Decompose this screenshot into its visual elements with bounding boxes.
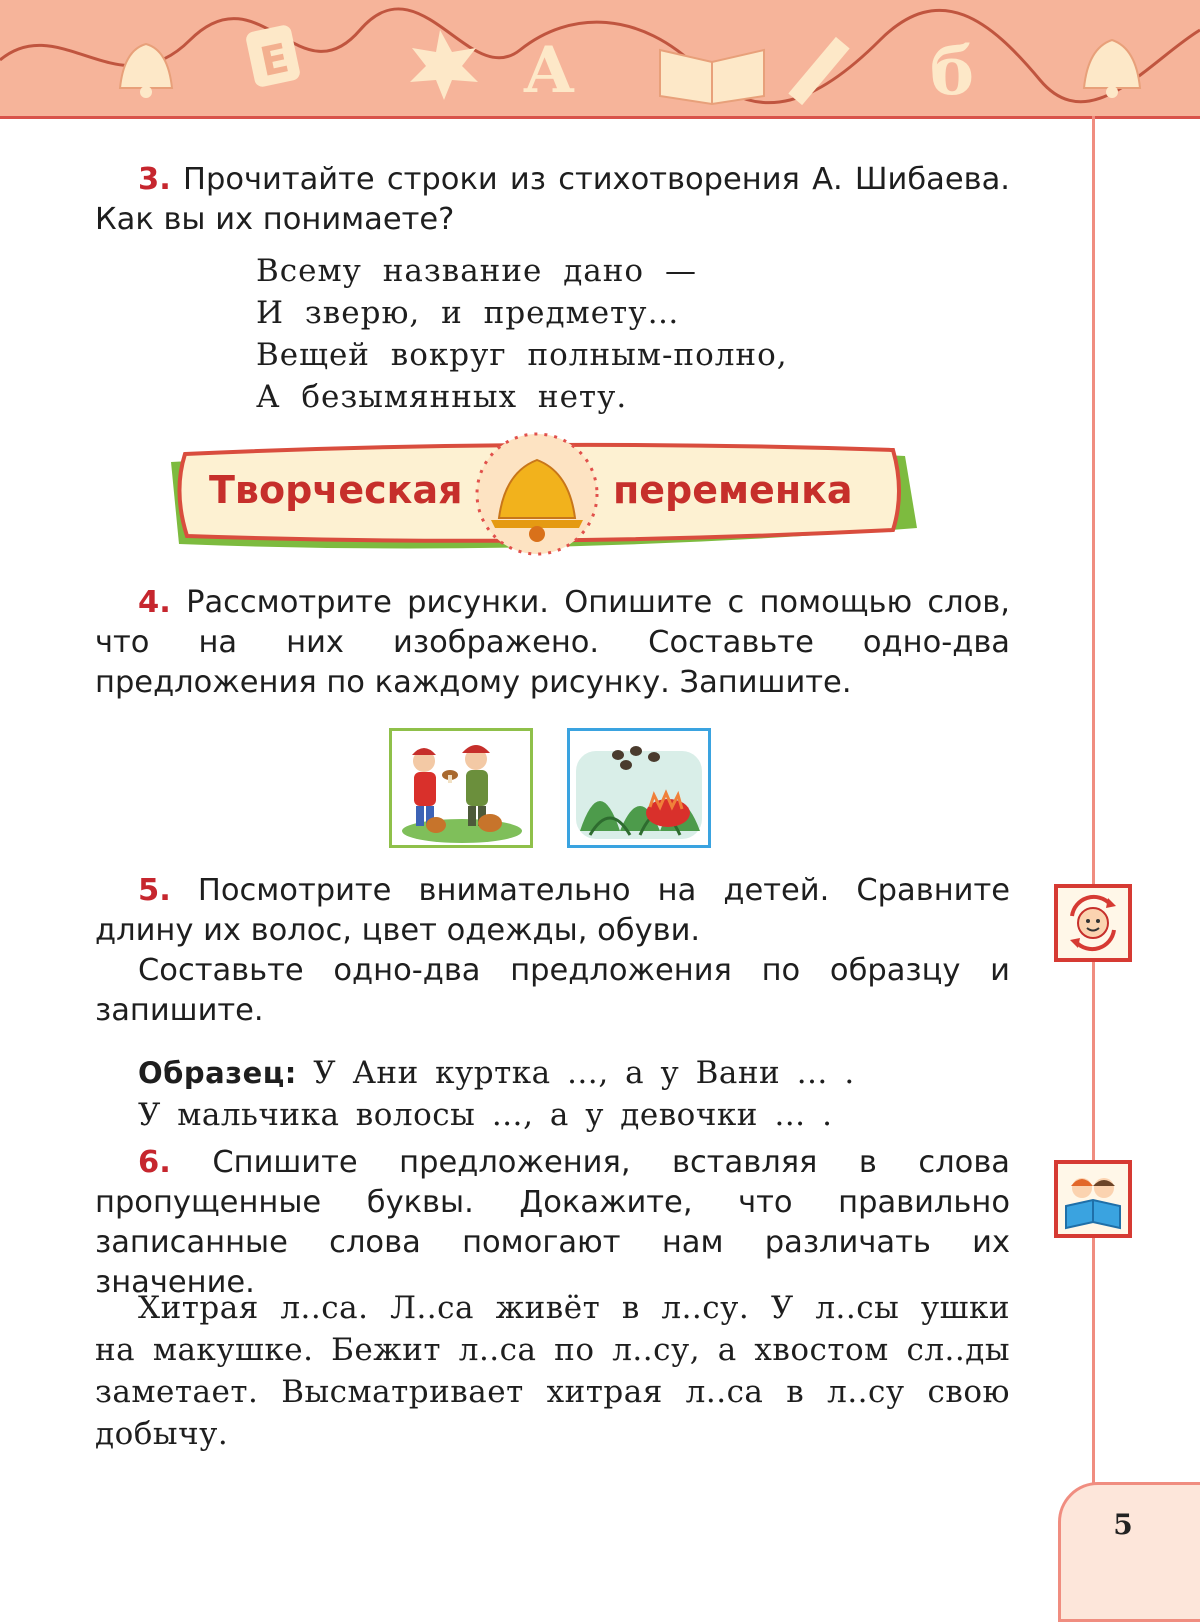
task5-sample xyxy=(95,1052,1010,1136)
margin-rule xyxy=(1092,116,1095,1486)
reading-children-icon xyxy=(1054,1160,1132,1238)
bell-icon xyxy=(1084,40,1140,98)
poem-line: А безымянных нету. xyxy=(256,379,628,415)
sample-line1: У Ани куртка …, а у Вани … . xyxy=(313,1055,855,1091)
svg-text:A: A xyxy=(524,33,574,108)
task6-text: Спишите предложения, вставляя в слова пропущенные буквы. Докажите, что правильно записанные слова помогают нам различать их значение. xyxy=(95,1145,1010,1300)
banner-left-word: Творческая xyxy=(209,468,463,512)
svg-text:б: б xyxy=(930,32,975,110)
open-book-icon xyxy=(660,50,764,104)
page-number-tab xyxy=(1058,1482,1200,1622)
children-with-mushrooms-picture xyxy=(389,728,533,848)
letter-b-icon xyxy=(930,32,974,110)
sample-line2: У мальчика волосы …, а у девочки … . xyxy=(138,1097,833,1133)
letter-a-icon xyxy=(523,33,575,108)
task4-text: Рассмотрите рисунки. Опишите с помощью слов, что на них изображено. Составьте одно-два предложения по каждому рисунку. Запишите. xyxy=(95,585,1010,700)
task4-instruction xyxy=(95,583,1010,703)
task5-number: 5. xyxy=(138,873,171,908)
task6-instruction xyxy=(95,1143,1010,1303)
header-decoration xyxy=(0,0,1200,116)
task5-instruction xyxy=(95,871,1010,1031)
task3-text: Прочитайте строки из стихотворения А. Шибаева. Как вы их понимаете? xyxy=(95,162,1010,237)
svg-text:Е: Е xyxy=(256,35,293,87)
task3-poem xyxy=(256,250,876,418)
task3-number: 3. xyxy=(138,162,171,197)
repeat-icon xyxy=(1054,884,1132,962)
sample-label: Образец: xyxy=(138,1056,297,1090)
banner-right-word: переменка xyxy=(613,468,853,512)
maple-leaf-icon xyxy=(410,30,478,100)
pencil-icon xyxy=(788,37,849,105)
poem-line: Всему название дано — xyxy=(256,253,697,289)
hedgehog-in-grass-picture xyxy=(567,728,711,848)
task4-number: 4. xyxy=(138,585,171,620)
bell-icon xyxy=(477,434,597,554)
page-number: 5 xyxy=(1113,1508,1133,1541)
task3-instruction xyxy=(95,160,1010,240)
task5-text: Посмотрите внимательно на детей. Сравните длину их волос, цвет одежды, обуви. xyxy=(95,873,1011,948)
bell-icon xyxy=(120,44,172,98)
task6-number: 6. xyxy=(138,1145,171,1180)
task6-exercise: Хитрая л..са. Л..са живёт в л..су. У л..сы ушки на макушке. Бежит л..са по л..су, а хвостом сл..ды заметает. Высматривает хитрая л..са в л..су свою добычу. xyxy=(95,1290,1010,1452)
task5-text2: Составьте одно-два предложения по образцу и запишите. xyxy=(95,953,1010,1028)
letter-e-icon xyxy=(245,24,302,88)
poem-line: И зверю, и предмету… xyxy=(256,295,680,331)
poem-line: Вещей вокруг полным-полно, xyxy=(256,337,788,373)
header-band xyxy=(0,0,1200,119)
